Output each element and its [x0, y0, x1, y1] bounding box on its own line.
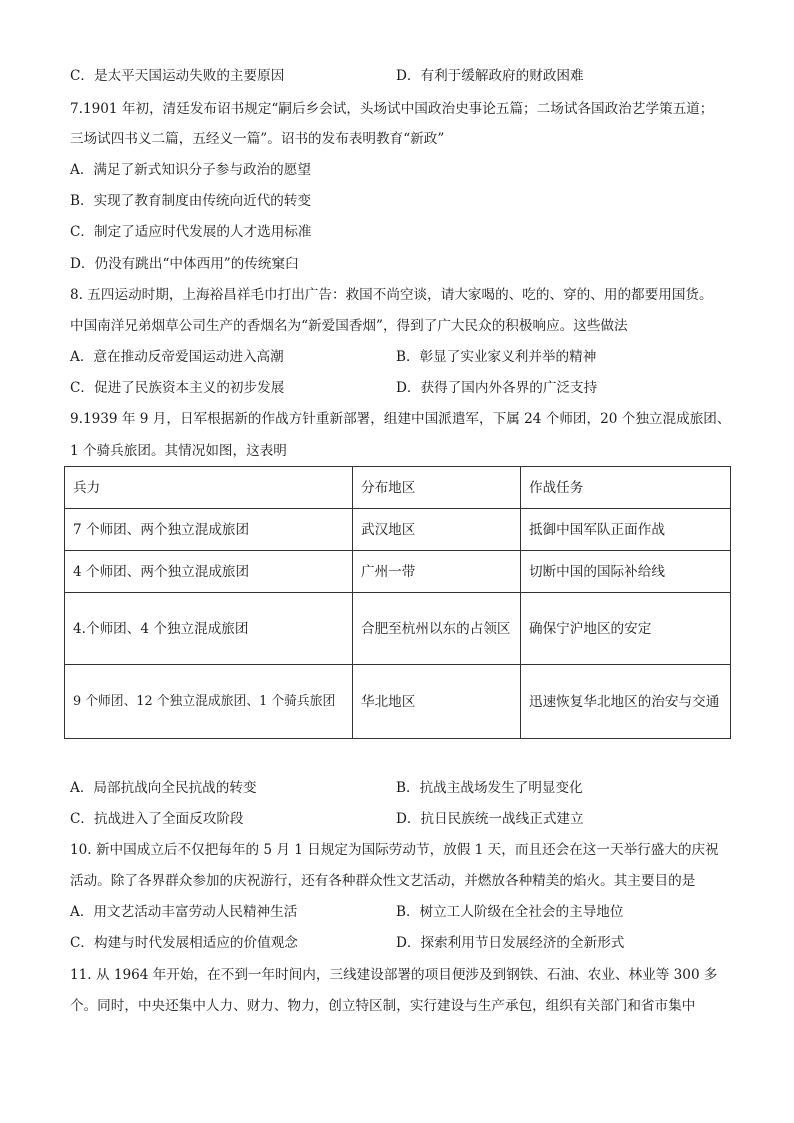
q10-stem-line1: 10. 新中国成立后不仅把每年的 5 月 1 日规定为国际劳动节，放假 1 天，而且还会在这一天举行盛大的庆祝 [70, 842, 719, 858]
q9-option-c: C．抗战进入了全面反攻阶段 [70, 811, 244, 827]
q8-option-b: B．彰显了实业家义利并举的精神 [396, 349, 597, 365]
q11-stem-line1: 11. 从 1964 年开始，在不到一年时间内，三线建设部署的项目便涉及到钢铁、石油、农业、林业等 300 多 [70, 967, 718, 983]
q7-option-d: D．仍没有跳出“中体西用”的传统窠臼 [70, 256, 299, 272]
q11-stem-line2: 个。同时，中央还集中人力、财力、物力，创立特区制，实行建设与生产承包，组织有关部门和省市集中 [70, 998, 696, 1014]
table-cell: 确保宁沪地区的安定 [521, 593, 731, 665]
q10-stem-line2: 活动。除了各界群众参加的庆祝游行，还有各种群众性文艺活动，并燃放各种精美的焰火。其主要目的是 [70, 873, 696, 889]
table-row [65, 509, 731, 551]
q7-option-b: B．实现了教育制度由传统向近代的转变 [70, 193, 312, 209]
q8-option-d: D．获得了国内外各界的广泛支持 [396, 380, 598, 396]
table-cell: 切断中国的国际补给线 [521, 551, 731, 593]
table-cell: 9 个师团、12 个独立混成旅团、1 个骑兵旅团 [65, 665, 353, 739]
q8-stem-line1: 8. 五四运动时期，上海裕昌祥毛巾打出广告：救国不尚空谈，请大家喝的、吃的、穿的、用的都要用国货。 [70, 287, 713, 303]
q8-option-c: C．促进了民族资本主义的初步发展 [70, 380, 285, 396]
table-row [65, 665, 731, 739]
table-header-cell: 分布地区 [353, 467, 521, 509]
q9-stem-line1: 9.1939 年 9 月，日军根据新的作战方针重新部署，组建中国派遣军，下属 24 个师团，20 个独立混成旅团、 [70, 411, 731, 427]
q10-option-d: D．探索利用节日发展经济的全新形式 [396, 935, 625, 951]
table-row [65, 593, 731, 665]
table-cell: 华北地区 [353, 665, 521, 739]
table-cell: 广州一带 [353, 551, 521, 593]
q6-option-c: C．是太平天国运动失败的主要原因 [70, 68, 285, 84]
q6-option-d: D．有利于缓解政府的财政困难 [396, 68, 584, 84]
q10-option-b: B．树立工人阶级在全社会的主导地位 [396, 904, 624, 920]
table-header-cell: 作战任务 [521, 467, 731, 509]
table-header-row [65, 467, 731, 509]
table-cell: 合肥至杭州以东的占领区 [353, 593, 521, 665]
q9-table [64, 466, 731, 739]
table-header-cell: 兵力 [65, 467, 353, 509]
q9-option-a: A．局部抗战向全民抗战的转变 [70, 780, 257, 796]
q9-option-b: B．抗战主战场发生了明显变化 [396, 780, 583, 796]
q7-option-c: C．制定了适应时代发展的人才选用标准 [70, 224, 312, 240]
q7-option-a: A．满足了新式知识分子参与政治的愿望 [70, 162, 311, 178]
table-cell: 7 个师团、两个独立混成旅团 [65, 509, 353, 551]
table-cell: 武汉地区 [353, 509, 521, 551]
table-row [65, 551, 731, 593]
q7-stem-line2: 三场试四书义二篇，五经义一篇”。诏书的发布表明教育“新政” [70, 131, 445, 147]
q10-option-a: A．用文艺活动丰富劳动人民精神生活 [70, 904, 298, 920]
table-cell: 4 个师团、两个独立混成旅团 [65, 551, 353, 593]
table-cell: 抵御中国军队正面作战 [521, 509, 731, 551]
table-cell: 迅速恢复华北地区的治安与交通 [521, 665, 731, 739]
q9-option-d: D．抗日民族统一战线正式建立 [396, 811, 584, 827]
q8-option-a: A．意在推动反帝爱国运动进入高潮 [70, 349, 284, 365]
q8-stem-line2: 中国南洋兄弟烟草公司生产的香烟名为“新爱国香烟”，得到了广大民众的积极响应。这些做法 [70, 318, 628, 334]
q10-option-c: C．构建与时代发展相适应的价值观念 [70, 935, 298, 951]
table-cell: 4.个师团、4 个独立混成旅团 [65, 593, 353, 665]
q7-stem-line1: 7.1901 年初，清廷发布诏书规定“嗣后乡会试，头场试中国政治史事论五篇；二场试各国政治艺学策五道； [70, 101, 714, 117]
q9-stem-line2: 1 个骑兵旅团。其情况如图，这表明 [70, 443, 287, 459]
